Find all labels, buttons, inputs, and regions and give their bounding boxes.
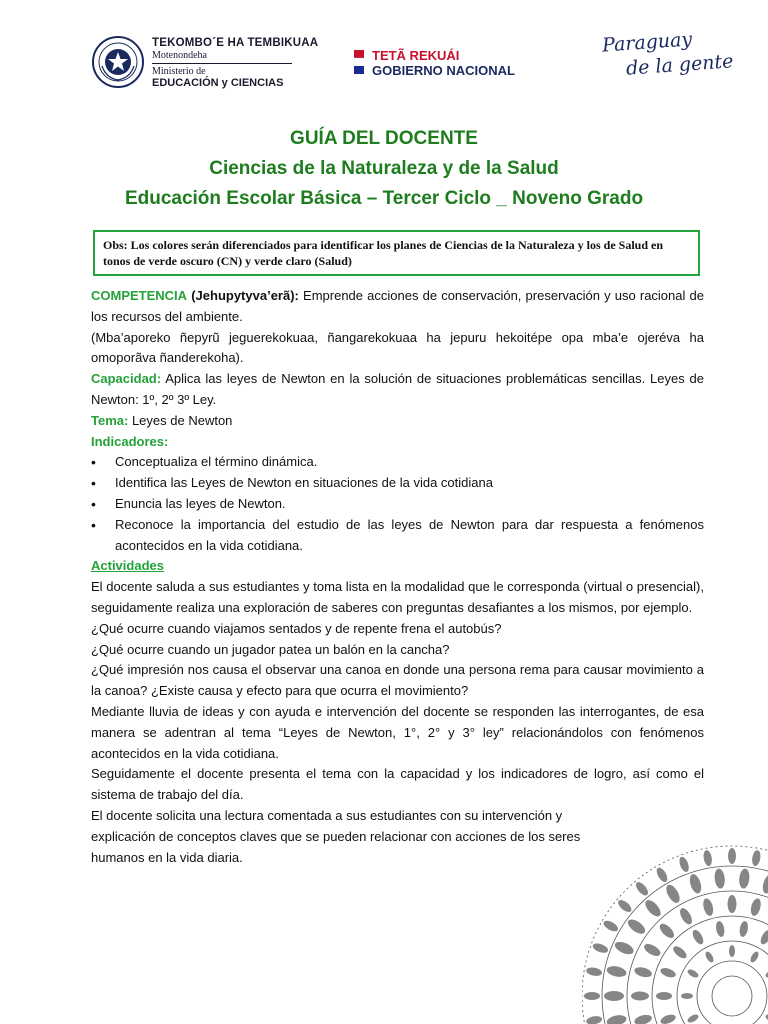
title-level: Educación Escolar Básica – Tercer Ciclo _ Noveno Grado xyxy=(124,188,644,209)
title-subject: Ciencias de la Naturaleza y de la Salud xyxy=(209,158,559,179)
page-header xyxy=(0,0,768,110)
government-text xyxy=(372,48,515,78)
capacidad-text: Aplica las leyes de Newton en la solución de situaciones problemáticas sencillas. Leyes de Newton: 1º, 2º 3º Ley. xyxy=(91,371,704,407)
list-item: • Reconoce la importancia del estudio de las leyes de Newton para dar respuesta a fenómenos acontecidos en la vida cotidiana. xyxy=(91,515,704,557)
paraguay-brand-logo xyxy=(601,28,735,80)
indicadores-label: Indicadores: xyxy=(91,433,169,449)
gov-line2: GOBIERNO NACIONAL xyxy=(372,63,515,78)
competencia-guarani: (Mba’aporeko ñepyrũ jeguerekokuaa, ñangarekokuaa ha jepuru hekoitépe opa mba’e ojeréva ha omoporãva ñanderekoha). xyxy=(91,329,704,366)
indicadores-list xyxy=(91,452,704,556)
document-body xyxy=(91,286,704,868)
competencia-label: COMPETENCIA xyxy=(91,288,188,303)
ministry-line3: Ministerio de xyxy=(152,66,206,77)
observation-box: Obs: Los colores serán diferenciados para identificar los planes de Ciencias de la Naturaleza y los de Salud en tonos de verde oscuro (CN) y verde claro (Salud) xyxy=(93,230,700,276)
competencia-label-guarani: (Jehupytyva’erã): xyxy=(191,288,299,303)
gov-line1: TETÃ REKUÁI xyxy=(372,48,460,63)
actividades-paragraph: Seguidamente el docente presenta el tema con la capacidad y los indicadores de logro, así como el sistema de trabajo del día. xyxy=(91,766,704,803)
list-item: • Identifica las Leyes de Newton en situaciones de la vida cotidiana xyxy=(91,473,704,494)
ministry-line1: TEKOMBO´E HA TEMBIKUAA xyxy=(152,37,319,49)
actividades-label: Actividades xyxy=(91,558,164,574)
brand-line1: Paraguay xyxy=(601,28,693,57)
actividades-paragraph: El docente saluda a sus estudiantes y toma lista en la modalidad que le corresponda (virtual o presencial), seguidamente realiza una exploración de saberes con preguntas desafiantes a los mismos, por ejemplo. xyxy=(91,579,704,615)
list-item: • Conceptualiza el término dinámica. xyxy=(91,452,704,473)
national-seal-icon xyxy=(92,36,144,88)
actividades-paragraph: ¿Qué impresión nos causa el observar una canoa en donde una persona rema para causar movimiento a la canoa? ¿Existe causa y efecto para que ocurra el movimiento? xyxy=(91,662,704,699)
ñanduti-lace-decoration-icon xyxy=(582,836,768,1024)
document-titles xyxy=(0,124,768,214)
capacidad-label: Capacidad: xyxy=(91,371,162,387)
flag-stripes-icon xyxy=(354,50,364,74)
tema-label: Tema: xyxy=(91,412,129,428)
list-item: • Enuncia las leyes de Newton. xyxy=(91,494,704,515)
ministry-divider xyxy=(152,63,292,64)
actividades-paragraph: ¿Qué ocurre cuando un jugador patea un balón en la cancha? xyxy=(91,641,450,657)
ministry-line4: EDUCACIÓN y CIENCIAS xyxy=(152,77,284,89)
actividades-paragraph: El docente solicita una lectura comentada a sus estudiantes con su intervención y explicación de conceptos claves que se pueden relacionar con acciones de los seres humanos en la vida diaria. xyxy=(91,807,581,865)
tema-text: Leyes de Newton xyxy=(131,412,233,428)
ministry-logo xyxy=(152,37,318,89)
brand-line2: de la gente xyxy=(625,50,735,80)
tema-paragraph xyxy=(91,411,704,432)
capacidad-paragraph xyxy=(91,369,704,411)
competencia-paragraph xyxy=(91,286,704,328)
actividades-paragraph: Mediante lluvia de ideas y con ayuda e intervención del docente se responden las interrogantes, de esa manera se adentran al tema “Leyes de Newton, 1°, 2° y 3° ley” relacionándolos con fenómenos acontecidos en la vida cotidiana. xyxy=(91,703,704,761)
title-guide: GUÍA DEL DOCENTE xyxy=(290,128,478,149)
actividades-paragraph: ¿Qué ocurre cuando viajamos sentados y de repente frena el autobús? xyxy=(91,620,502,636)
competencia-text: Emprende acciones de conservación, preservación y uso racional de los recursos del ambiente. xyxy=(91,288,704,324)
ministry-line2: Motenondeha xyxy=(152,50,207,61)
